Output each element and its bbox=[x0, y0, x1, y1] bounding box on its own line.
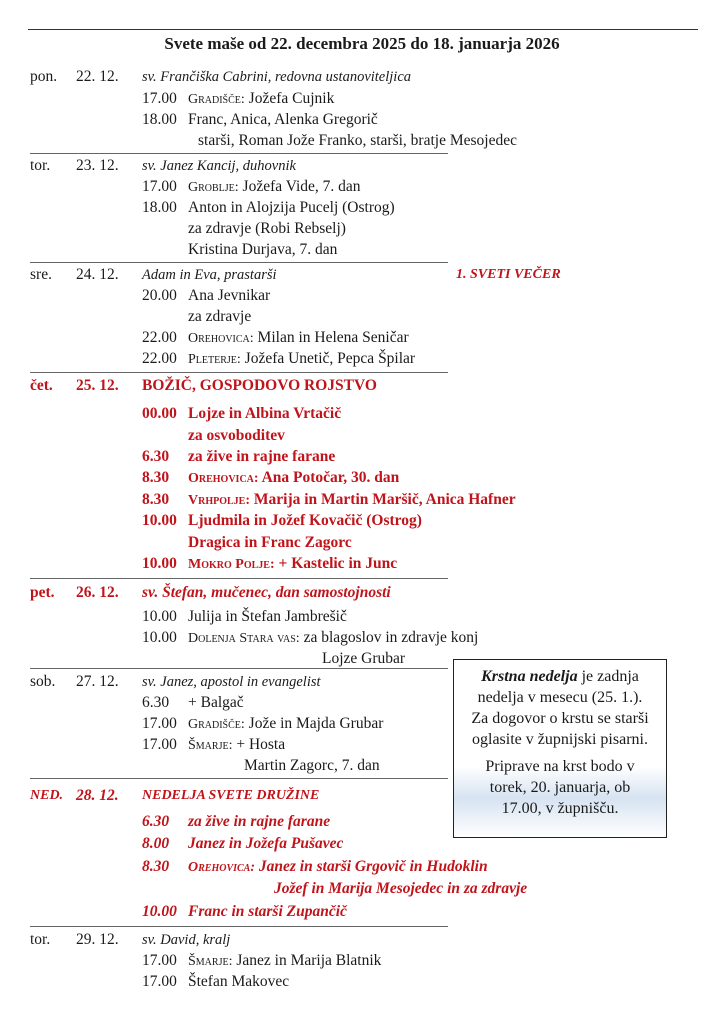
mass-time: 10.00 bbox=[142, 903, 177, 920]
day-name: čet. bbox=[30, 377, 53, 394]
mass-intention: Martin Zagorc, 7. dan bbox=[244, 757, 380, 774]
feast: BOŽIČ, GOSPODOVO ROJSTVO bbox=[142, 377, 377, 394]
special-note: 1. SVETI VEČER bbox=[456, 267, 561, 282]
box-line: 17.00, v župnišču. bbox=[501, 800, 619, 817]
mass-intention: Dragica in Franc Zagorc bbox=[188, 534, 352, 551]
mass-time: 10.00 bbox=[142, 629, 177, 646]
mass-intention: Janez in starši Grgovič in Hudoklin bbox=[255, 858, 488, 875]
feast: sv. Štefan, mučenec, dan samostojnosti bbox=[142, 584, 391, 601]
top-rule bbox=[28, 29, 698, 30]
mass-intention: Franc, Anica, Alenka Gregorič bbox=[188, 111, 378, 128]
page-title: Svete maše od 22. decembra 2025 do 18. januarja 2026 bbox=[164, 34, 560, 53]
mass-time: 17.00 bbox=[142, 952, 177, 969]
mass-place: Gradišče: bbox=[188, 92, 245, 107]
mass-intention: za zdravje (Robi Rebselj) bbox=[188, 220, 346, 237]
mass-place: Gradišče: bbox=[188, 717, 245, 732]
baptism-info-box bbox=[453, 659, 667, 838]
mass-intention: Janez in Marija Blatnik bbox=[232, 952, 382, 969]
day-date: 22. 12. bbox=[76, 68, 119, 85]
mass-intention: za zdravje bbox=[188, 308, 252, 325]
mass-intention: + Hosta bbox=[232, 736, 286, 753]
mass-intention: za žive in rajne farane bbox=[188, 448, 336, 465]
mass-intention: Lojze Grubar bbox=[322, 650, 406, 667]
day-date: 23. 12. bbox=[76, 157, 119, 174]
box-line: torek, 20. januarja, ob bbox=[489, 779, 631, 796]
day-name: sre. bbox=[30, 266, 52, 283]
mass-intention: + Kastelic in Junc bbox=[274, 555, 398, 572]
mass-time: 22.00 bbox=[142, 350, 177, 367]
mass-intention: Jožef in Marija Mesojedec in za zdravje bbox=[274, 880, 528, 897]
box-line: nedelja v mesecu (25. 1.). bbox=[477, 689, 643, 706]
day-name: NED. bbox=[30, 788, 64, 803]
mass-time: 6.30 bbox=[142, 813, 170, 830]
day-date: 29. 12. bbox=[76, 931, 119, 948]
mass-intention: Ana Jevnikar bbox=[188, 287, 271, 304]
mass-time: 10.00 bbox=[142, 512, 177, 529]
day-date: 25. 12. bbox=[76, 377, 119, 394]
day-divider bbox=[30, 778, 448, 779]
mass-intention: Janez in Jožefa Pušavec bbox=[188, 835, 344, 852]
mass-intention: Julija in Štefan Jambrešič bbox=[188, 608, 347, 625]
mass-time: 17.00 bbox=[142, 90, 177, 107]
mass-place: Pleterje: bbox=[188, 352, 241, 367]
mass-intention: Jožefa Cujnik bbox=[244, 90, 335, 107]
day-divider bbox=[30, 926, 448, 927]
box-line: je zadnja bbox=[577, 668, 639, 685]
feast: Adam in Eva, prastarši bbox=[142, 267, 277, 283]
feast: NEDELJA SVETE DRUŽINE bbox=[142, 788, 320, 803]
mass-intention: Milan in Helena Seničar bbox=[253, 329, 409, 346]
mass-intention: Marija in Martin Maršič, Anica Hafner bbox=[250, 491, 516, 508]
mass-place: Orehovica: bbox=[188, 331, 254, 346]
feast: sv. Frančiška Cabrini, redovna ustanoviteljica bbox=[142, 69, 412, 85]
mass-intention: Jožefa Unetič, Pepca Špilar bbox=[240, 350, 416, 367]
mass-time: 8.30 bbox=[142, 858, 170, 875]
mass-intention: Štefan Makovec bbox=[188, 973, 290, 990]
mass-place: Dolenja Stara vas: bbox=[188, 631, 300, 646]
day-date: 27. 12. bbox=[76, 673, 119, 690]
mass-time: 8.30 bbox=[142, 491, 170, 508]
box-line: Za dogovor o krstu se starši bbox=[471, 710, 649, 727]
day-date: 26. 12. bbox=[76, 584, 119, 601]
mass-intention: Jožefa Vide, 7. dan bbox=[238, 178, 361, 195]
mass-time: 10.00 bbox=[142, 608, 177, 625]
mass-time: 00.00 bbox=[142, 405, 177, 422]
mass-intention: starši, Roman Jože Franko, starši, bratje Mesojedec bbox=[198, 132, 517, 149]
mass-time: 6.30 bbox=[142, 448, 170, 465]
mass-time: 17.00 bbox=[142, 736, 177, 753]
day-name: pon. bbox=[30, 68, 58, 85]
feast: sv. Janez Kancij, duhovnik bbox=[142, 158, 296, 174]
mass-time: 20.00 bbox=[142, 287, 177, 304]
mass-time: 18.00 bbox=[142, 111, 177, 128]
day-name: pet. bbox=[30, 584, 55, 601]
box-emphasis: Krstna nedelja bbox=[481, 668, 578, 685]
mass-time: 8.00 bbox=[142, 835, 170, 852]
mass-time: 17.00 bbox=[142, 715, 177, 732]
mass-place: Šmarje: bbox=[188, 738, 233, 753]
feast: sv. David, kralj bbox=[142, 932, 231, 948]
day-name: tor. bbox=[30, 157, 51, 174]
mass-intention: Ljudmila in Jožef Kovačič (Ostrog) bbox=[188, 512, 422, 529]
mass-place: Šmarje: bbox=[188, 954, 233, 969]
mass-time: 18.00 bbox=[142, 199, 177, 216]
mass-time: 17.00 bbox=[142, 973, 177, 990]
mass-intention: Franc in starši Zupančič bbox=[188, 903, 347, 920]
mass-intention: za žive in rajne farane bbox=[188, 813, 331, 830]
day-divider bbox=[30, 578, 448, 579]
mass-intention: Anton in Alojzija Pucelj (Ostrog) bbox=[188, 199, 395, 216]
mass-intention: Ana Potočar, 30. dan bbox=[258, 469, 400, 486]
mass-intention: za osvoboditev bbox=[188, 427, 285, 444]
mass-intention: Kristina Durjava, 7. dan bbox=[188, 241, 338, 258]
mass-time: 6.30 bbox=[142, 694, 170, 711]
day-date: 28. 12. bbox=[76, 787, 119, 804]
day-divider bbox=[30, 153, 448, 154]
day-divider bbox=[30, 262, 448, 263]
mass-intention: Lojze in Albina Vrtačič bbox=[188, 405, 342, 422]
mass-intention: + Balgač bbox=[188, 694, 244, 711]
day-divider bbox=[30, 372, 448, 373]
day-date: 24. 12. bbox=[76, 266, 119, 283]
mass-place: Orehovica: bbox=[188, 471, 259, 486]
mass-intention: Jože in Majda Grubar bbox=[244, 715, 384, 732]
box-line: oglasite v župnijski pisarni. bbox=[472, 731, 648, 748]
mass-place: Orehovica: bbox=[188, 860, 256, 875]
mass-time: 10.00 bbox=[142, 555, 177, 572]
mass-time: 8.30 bbox=[142, 469, 170, 486]
mass-place: Mokro Polje: bbox=[188, 557, 275, 572]
mass-place: Vrhpolje: bbox=[188, 493, 250, 508]
mass-time: 22.00 bbox=[142, 329, 177, 346]
feast: sv. Janez, apostol in evangelist bbox=[142, 674, 321, 690]
day-name: sob. bbox=[30, 673, 56, 690]
mass-time: 17.00 bbox=[142, 178, 177, 195]
day-name: tor. bbox=[30, 931, 51, 948]
mass-place: Groblje: bbox=[188, 180, 239, 195]
day-divider bbox=[30, 668, 448, 669]
mass-intention: za blagoslov in zdravje konj bbox=[299, 629, 479, 646]
box-line: Priprave na krst bodo v bbox=[485, 758, 635, 775]
